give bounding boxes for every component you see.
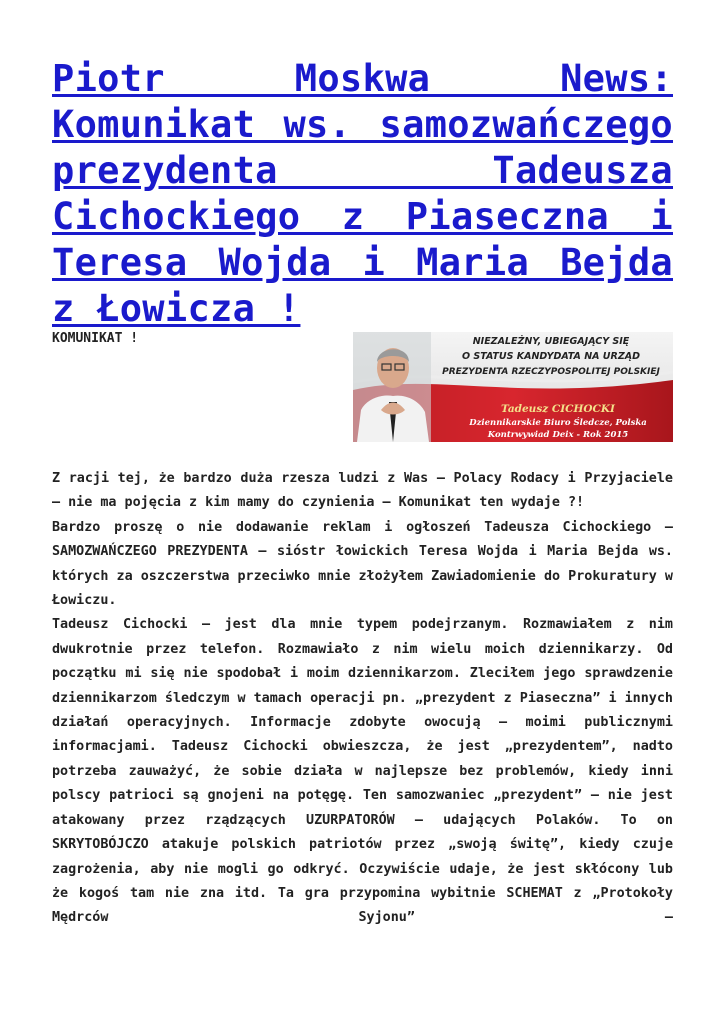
banner-line1: NIEZALEŻNY, UBIEGAJĄCY SIĘ <box>472 336 630 347</box>
banner-org1: Dziennikarskie Biuro Śledcze, Polska <box>469 418 647 428</box>
banner-name: Tadeusz CICHOCKI <box>501 403 615 415</box>
paragraph-3: Tadeusz Cichocki – jest dla mnie typem podejrzanym. Rozmawiałem z nim dwukrotnie przez telefon. Rozmawiało z nim wielu moich dziennikarzy. Od początku mi się nie spodobał i moim dziennikarzom. Zleciłem jego sprawdzenie dziennikarzom śledczym w tamach operacji pn. „prezydent z Piaseczna” i innych działań operacyjnych. Informacje zdobyte owocują – moimi publicznymi informacjami. Tadeusz Cichocki obwieszcza, że jest „prezydentem”, nadto potrzeba zauważyć, że sobie działa w najlepsze bez problemów, kiedy inni polscy patrioci są gnojeni na potęgę. Ten samozwaniec „prezydent” – nie jest atakowany przez rządzących UZURPATORÓW – udających Polaków. To on SKRYTOBÓJCZO atakuje polskich patriotów przez „swoją świtę”, kiedy czuje zagrożenia, aby nie mogli go odkryć. Oczywiście udaje, że jest skłócony lub że kogoś tam nie zna itd. Ta gra przypomina wybitnie SCHEMAT z „Protokoły Mędrców Syjonu” – <box>52 617 673 926</box>
komunikat-label: KOMUNIKAT ! <box>52 331 139 346</box>
banner-graphic <box>353 332 673 442</box>
banner-org2: Kontrwywiad Deix - Rok 2015 <box>487 430 629 440</box>
candidate-banner-image <box>353 332 673 442</box>
banner-line3: PREZYDENTA RZECZYPOSPOLITEJ POLSKIEJ <box>442 367 660 377</box>
portrait-photo <box>353 332 431 442</box>
article-title[interactable] <box>52 56 673 332</box>
article-title-link[interactable]: Piotr Moskwa News: Komunikat ws. samozwańczego prezydenta Tadeusza Cichockiego z Piaseczna i Teresa Wojda i Maria Bejda z Łowicza ! <box>52 57 673 330</box>
paragraph-1: Z racji tej, że bardzo duża rzesza ludzi z Was – Polacy Rodacy i Przyjaciele – nie ma pojęcia z kim mamy do czynienia – Komunikat ten wydaje ?! <box>52 471 673 511</box>
article-body <box>52 467 673 931</box>
paragraph-2: Bardzo proszę o nie dodawanie reklam i ogłoszeń Tadeusza Cichockiego – SAMOZWAŃCZEGO PREZYDENTA – sióstr łowickich Teresa Wojda i Maria Bejda ws. których za oszczerstwa przeciwko mnie złożyłem Zawiadomienie do Prokuratury w Łowiczu. <box>52 519 673 609</box>
banner-line2: O STATUS KANDYDATA NA URZĄD <box>462 351 640 362</box>
